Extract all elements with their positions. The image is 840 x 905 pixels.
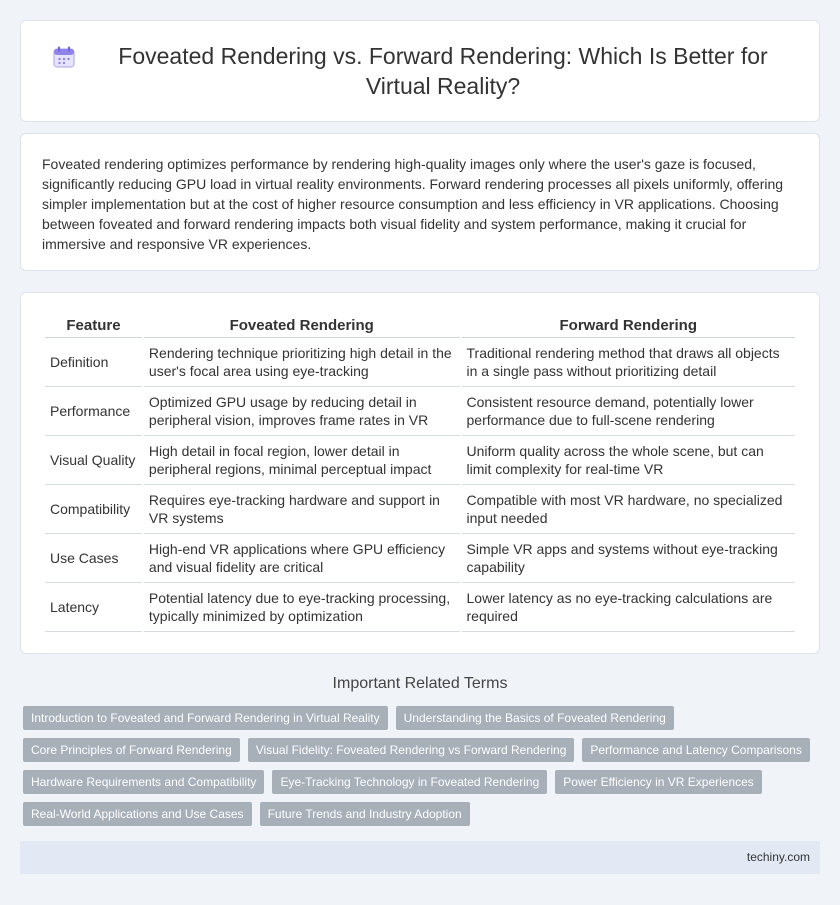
row-forward: Lower latency as no eye-tracking calculations are required xyxy=(462,583,795,632)
row-forward: Simple VR apps and systems without eye-tracking capability xyxy=(462,534,795,583)
row-feature: Latency xyxy=(45,583,142,632)
table-row xyxy=(45,583,795,632)
row-foveated: High-end VR applications where GPU efficiency and visual fidelity are critical xyxy=(144,534,460,583)
calendar-icon xyxy=(51,44,77,70)
related-term-link[interactable]: Power Efficiency in VR Experiences xyxy=(555,770,762,794)
table-row xyxy=(45,387,795,436)
table-row xyxy=(45,485,795,534)
table-row xyxy=(45,534,795,583)
row-forward: Uniform quality across the whole scene, but can limit complexity for real-time VR xyxy=(462,436,795,485)
related-terms-section xyxy=(20,674,820,834)
related-term-link[interactable]: Introduction to Foveated and Forward Rendering in Virtual Reality xyxy=(23,706,388,730)
table-row xyxy=(45,338,795,387)
related-terms-list xyxy=(20,706,820,834)
header-feature: Feature xyxy=(45,313,142,338)
footer-site-link[interactable]: techiny.com xyxy=(746,850,810,864)
comparison-table xyxy=(43,313,797,632)
row-foveated: Requires eye-tracking hardware and support in VR systems xyxy=(144,485,460,534)
related-term-link[interactable]: Core Principles of Forward Rendering xyxy=(23,738,240,762)
row-feature: Visual Quality xyxy=(45,436,142,485)
row-feature: Definition xyxy=(45,338,142,387)
related-term-link[interactable]: Eye-Tracking Technology in Foveated Rendering xyxy=(272,770,547,794)
related-term-link[interactable]: Real-World Applications and Use Cases xyxy=(23,802,252,826)
footer xyxy=(20,841,820,874)
related-term-link[interactable]: Future Trends and Industry Adoption xyxy=(260,802,470,826)
row-foveated: High detail in focal region, lower detail in peripheral regions, minimal perceptual impact xyxy=(144,436,460,485)
related-term-link[interactable]: Visual Fidelity: Foveated Rendering vs Forward Rendering xyxy=(248,738,575,762)
intro-card xyxy=(20,133,820,271)
related-term-link[interactable]: Hardware Requirements and Compatibility xyxy=(23,770,264,794)
title-wrap xyxy=(21,21,819,121)
header-foveated: Foveated Rendering xyxy=(144,313,460,338)
page-title: Foveated Rendering vs. Forward Rendering: Which Is Better for Virtual Reality? xyxy=(118,43,768,99)
table-row xyxy=(45,436,795,485)
title-card xyxy=(20,20,820,122)
row-foveated: Potential latency due to eye-tracking processing, typically minimized by optimization xyxy=(144,583,460,632)
intro-paragraph: Foveated rendering optimizes performance by rendering high-quality images only where the user's gaze is focused, significantly reducing GPU load in virtual reality environments. Forward rendering processes all pixels uniformly, offering simpler implementation but at the cost of higher resource consumption and less efficiency in VR applications. Choosing between foveated and forward rendering impacts both visual fidelity and system performance, making it crucial for immersive and responsive VR experiences. xyxy=(42,156,784,252)
related-terms-title: Important Related Terms xyxy=(332,675,508,692)
table-header-row xyxy=(45,313,795,338)
related-term-link[interactable]: Understanding the Basics of Foveated Rendering xyxy=(396,706,674,730)
row-forward: Consistent resource demand, potentially lower performance due to full-scene rendering xyxy=(462,387,795,436)
comparison-card xyxy=(20,292,820,654)
row-feature: Compatibility xyxy=(45,485,142,534)
row-feature: Use Cases xyxy=(45,534,142,583)
row-feature: Performance xyxy=(45,387,142,436)
row-forward: Traditional rendering method that draws all objects in a single pass without prioritizing detail xyxy=(462,338,795,387)
row-foveated: Optimized GPU usage by reducing detail in peripheral vision, improves frame rates in VR xyxy=(144,387,460,436)
row-foveated: Rendering technique prioritizing high detail in the user's focal area using eye-tracking xyxy=(144,338,460,387)
related-term-link[interactable]: Performance and Latency Comparisons xyxy=(582,738,809,762)
row-forward: Compatible with most VR hardware, no specialized input needed xyxy=(462,485,795,534)
header-forward: Forward Rendering xyxy=(462,313,795,338)
